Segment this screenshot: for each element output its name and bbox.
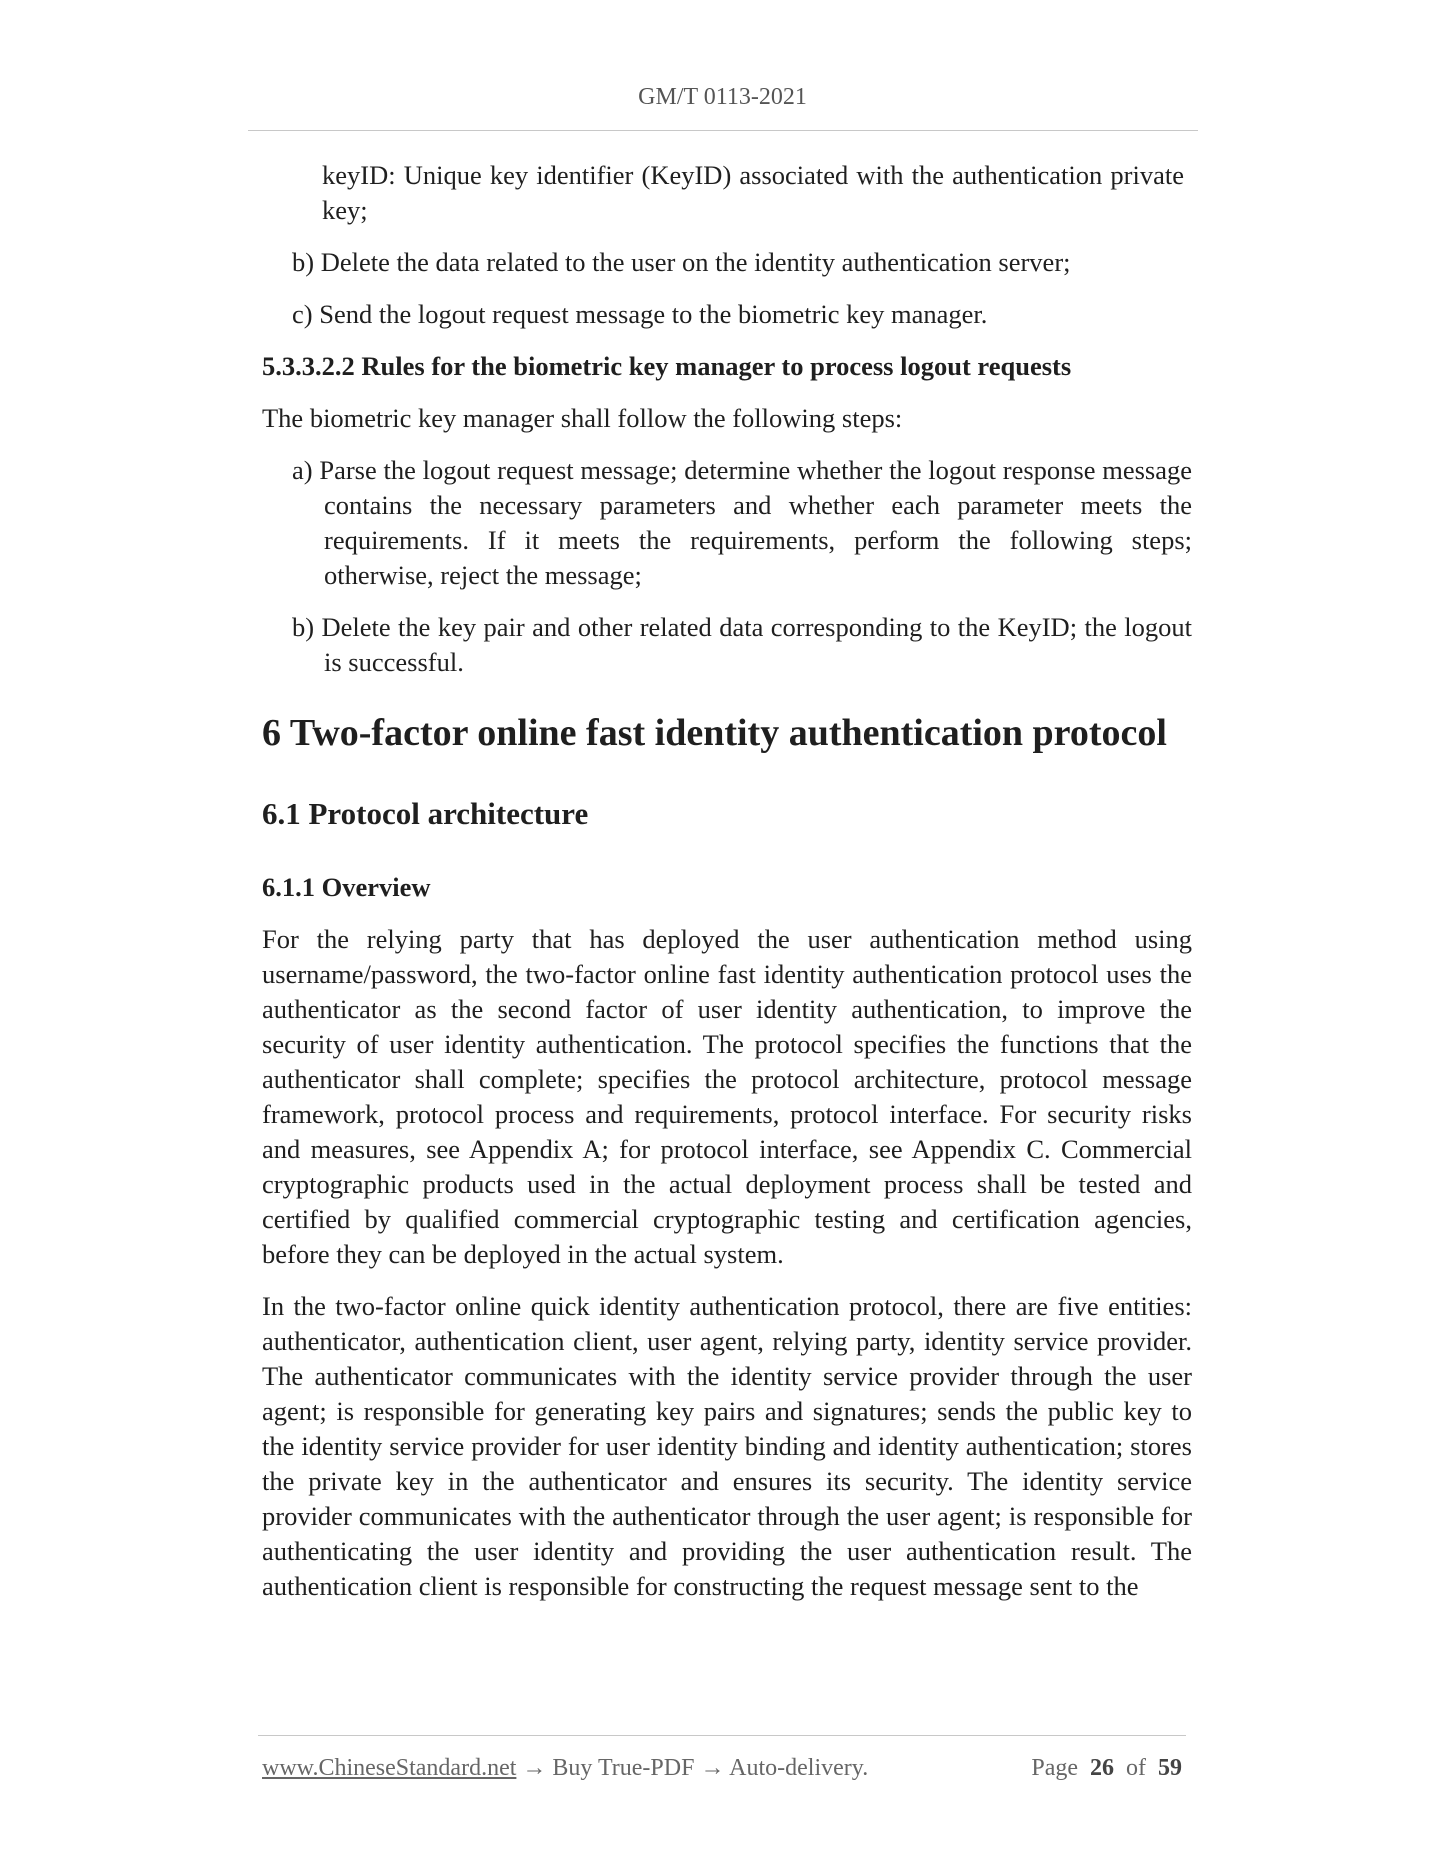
buy-pdf-text: Buy True-PDF xyxy=(552,1755,695,1781)
document-id-header: GM/T 0113-2021 xyxy=(638,84,807,110)
arrow-right-icon: → xyxy=(700,1755,725,1781)
entities-paragraph: In the two-factor online quick identity authentication protocol, there are five entities: authenticator, authentication client, user agent, relying party, identity service provider. The authenticator communicates with the identity service provider through the user agent; is responsible for generating key pairs and signatures; sends the public key to the identity service provider for user identity binding and identity authentication; stores the private key in the authenticator and ensures its security. The identity service provider communicates with the authenticator through the user agent; is responsible for authenticating the user identity and providing the user authentication result. The authentication client is responsible for constructing the request message sent to the xyxy=(262,1291,1192,1601)
keyid-definition: keyID: Unique key identifier (KeyID) associated with the authentication private key; xyxy=(322,160,1184,225)
overview-paragraph: For the relying party that has deployed the user authentication method using username/password, the two-factor online fast identity authentication protocol uses the authenticator as the second factor of user identity authentication, to improve the security of user identity authentication. The protocol specifies the functions that the authenticator shall complete; specifies the protocol architecture, protocol message framework, protocol process and requirements, protocol interface. For security risks and measures, see Appendix A; for protocol interface, see Appendix C. Commercial cryptographic products used in the actual deployment process shall be tested and certified by qualified commercial cryptographic testing and certification agencies, before they can be deployed in the actual system. xyxy=(262,924,1192,1269)
auto-delivery-text: Auto-delivery. xyxy=(729,1755,869,1781)
page-content xyxy=(262,158,1192,1604)
section-heading-6-1-1: 6.1.1 Overview xyxy=(262,872,431,902)
section-heading-5-3-3-2-2: 5.3.3.2.2 Rules for the biometric key manager to process logout requests xyxy=(262,351,1072,381)
chapter-heading-6: 6 Two-factor online fast identity authentication protocol xyxy=(262,712,1167,754)
current-page-number: 26 xyxy=(1090,1755,1114,1781)
page-indicator xyxy=(1031,1752,1182,1784)
site-link[interactable]: www.ChineseStandard.net xyxy=(262,1755,517,1781)
footer-promo xyxy=(262,1752,868,1784)
footer-divider xyxy=(258,1735,1186,1736)
list-item-b-delete-server-data: b) Delete the data related to the user on the identity authentication server; xyxy=(292,247,1071,277)
list-item-b-delete-key-pair: b) Delete the key pair and other related data corresponding to the KeyID; the logout is successful. xyxy=(292,612,1192,677)
list-item-a-parse-logout: a) Parse the logout request message; determine whether the logout response message contains the necessary parameters and whether each parameter meets the requirements. If it meets the requirements, perform the following steps; otherwise, reject the message; xyxy=(292,455,1192,590)
list-item-c-send-logout: c) Send the logout request message to the biometric key manager. xyxy=(292,299,988,329)
arrow-right-icon: → xyxy=(522,1755,547,1781)
steps-intro: The biometric key manager shall follow the following steps: xyxy=(262,403,903,433)
total-pages-number: 59 xyxy=(1158,1755,1182,1781)
page-label: Page xyxy=(1031,1755,1078,1781)
section-heading-6-1: 6.1 Protocol architecture xyxy=(262,796,589,831)
header-divider xyxy=(248,130,1198,131)
of-label: of xyxy=(1126,1755,1146,1781)
